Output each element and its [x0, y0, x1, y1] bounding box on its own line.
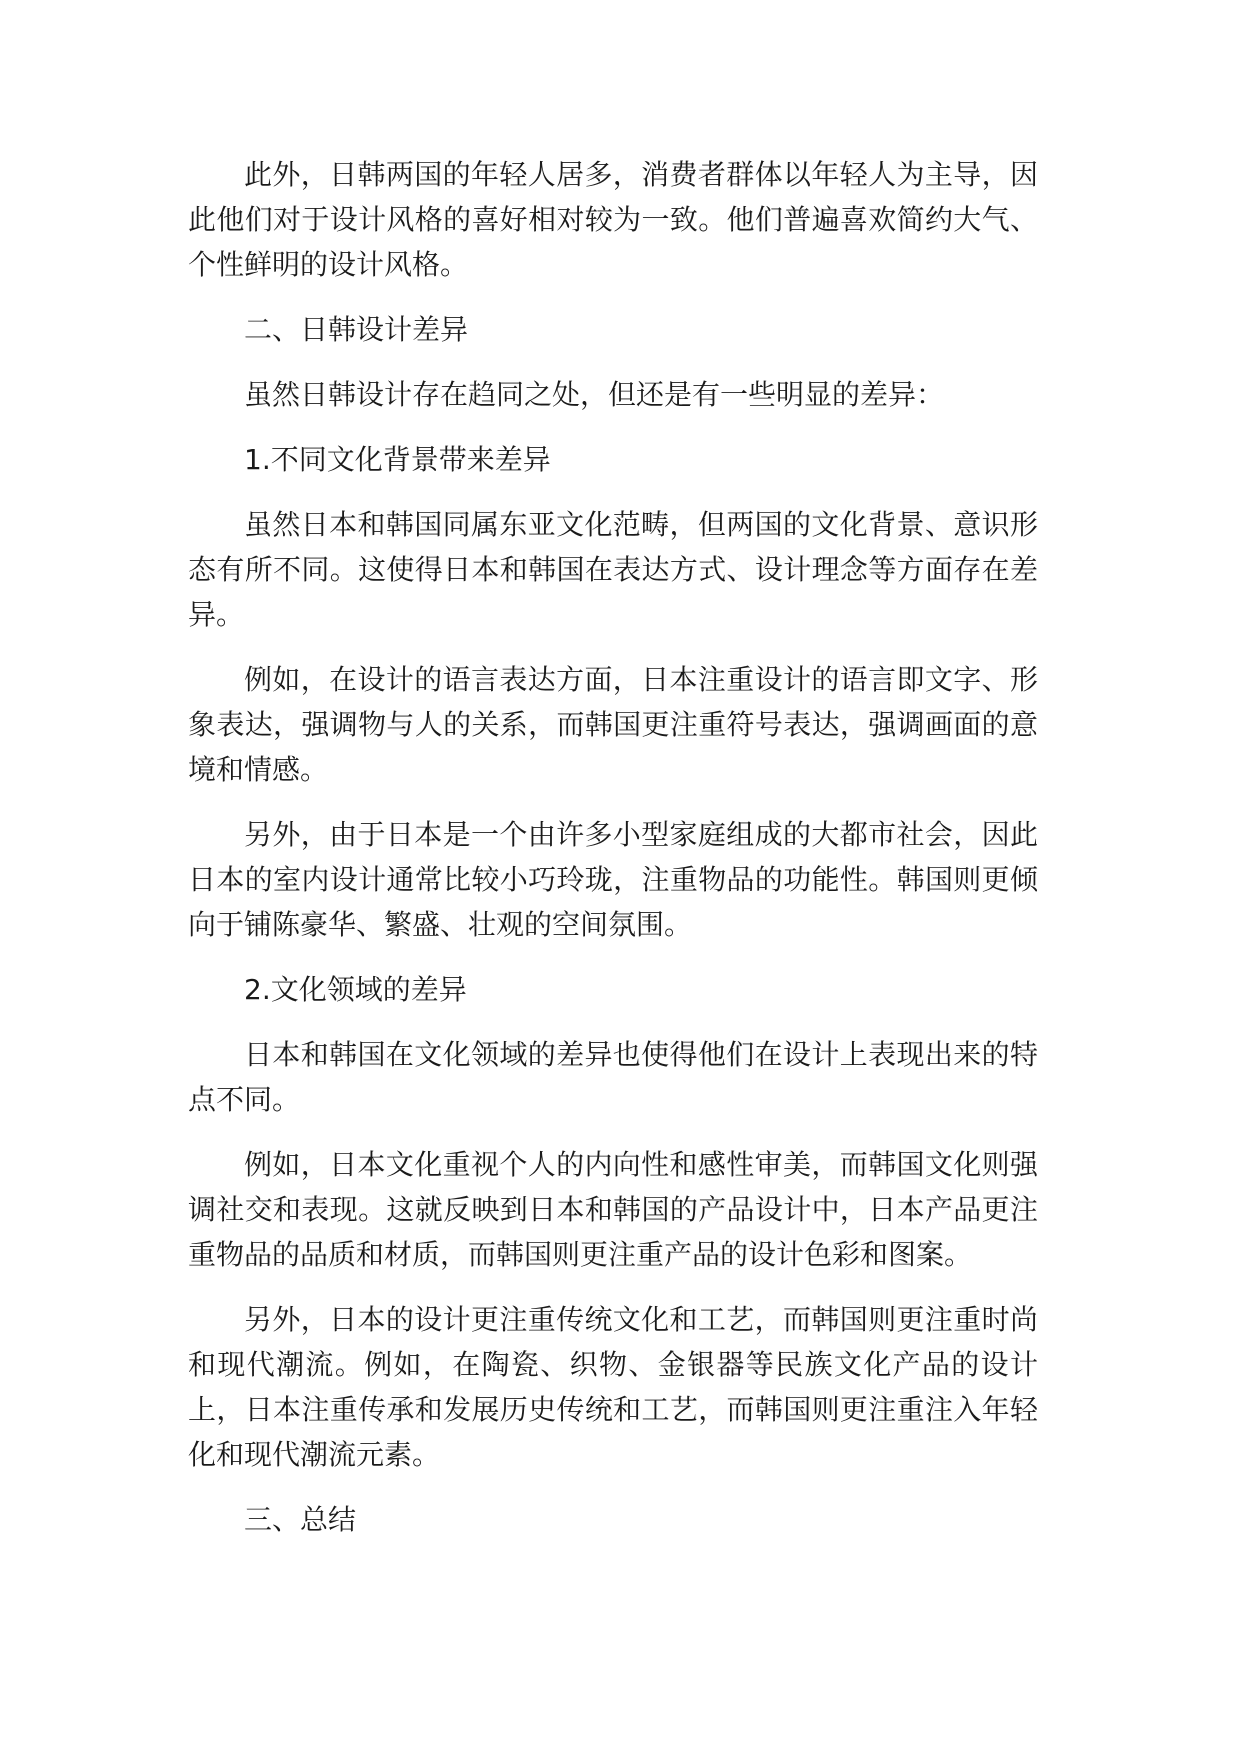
paragraph-youth-consumers: 此外，日韩两国的年轻人居多，消费者群体以年轻人为主导，因此他们对于设计风格的喜好相对较为一致。他们普遍喜欢简约大气、个性鲜明的设计风格。 — [188, 158, 1038, 281]
paragraph-product-design: 例如，日本文化重视个人的内向性和感性审美，而韩国文化则强调社交和表现。这就反映到日本和韩国的产品设计中，日本产品更注重物品的品质和材质，而韩国则更注重产品的设计色彩和图案。 — [188, 1148, 1038, 1271]
document-body — [188, 152, 1038, 1562]
section-heading-differences: 二、日韩设计差异 — [244, 313, 469, 346]
section-heading-summary: 三、总结 — [244, 1503, 357, 1536]
paragraph-language-expression: 例如，在设计的语言表达方面，日本注重设计的语言即文字、形象表达，强调物与人的关系，而韩国更注重符号表达，强调画面的意境和情感。 — [188, 663, 1038, 786]
paragraph-interior-design: 另外，由于日本是一个由许多小型家庭组成的大都市社会，因此日本的室内设计通常比较小巧玲珑，注重物品的功能性。韩国则更倾向于铺陈豪华、繁盛、壮观的空间氛围。 — [188, 818, 1038, 941]
paragraph-differences-intro: 虽然日韩设计存在趋同之处，但还是有一些明显的差异： — [244, 378, 945, 411]
paragraph-tradition-vs-trend: 另外，日本的设计更注重传统文化和工艺，而韩国则更注重时尚和现代潮流。例如，在陶瓷、织物、金银器等民族文化产品的设计上，日本注重传承和发展历史传统和工艺，而韩国则更注重注入年轻化和现代潮流元素。 — [188, 1303, 1038, 1471]
subheading-cultural-background: 1.不同文化背景带来差异 — [244, 443, 551, 476]
paragraph-cultural-background: 虽然日本和韩国同属东亚文化范畴，但两国的文化背景、意识形态有所不同。这使得日本和韩国在表达方式、设计理念等方面存在差异。 — [188, 508, 1038, 631]
subheading-cultural-domain: 2.文化领域的差异 — [244, 973, 467, 1006]
paragraph-cultural-domain: 日本和韩国在文化领域的差异也使得他们在设计上表现出来的特点不同。 — [188, 1038, 1038, 1116]
